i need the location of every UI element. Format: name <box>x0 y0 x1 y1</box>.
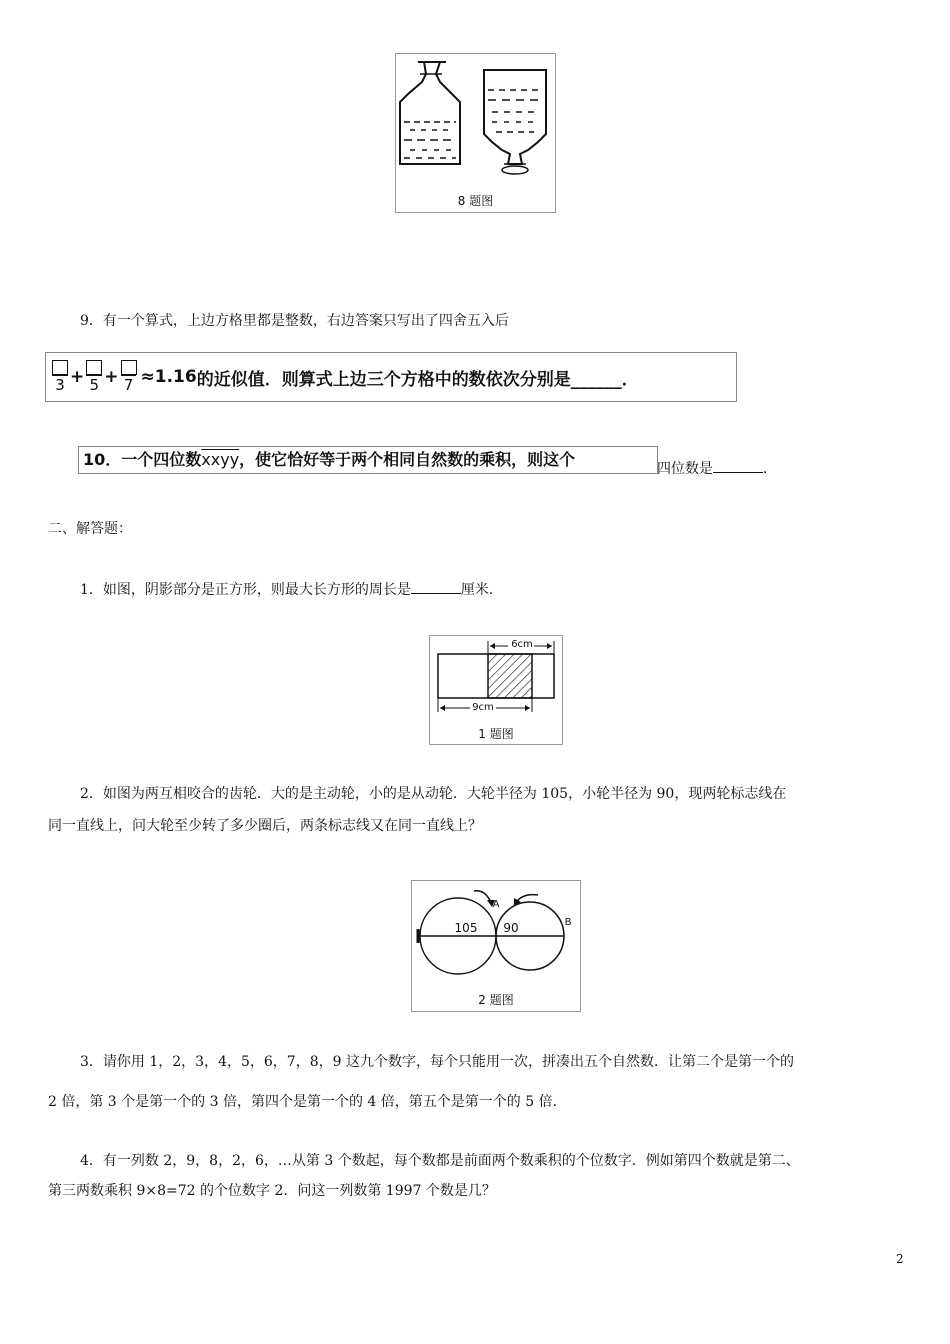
fraction-2 <box>86 360 102 394</box>
figure-1 <box>429 635 563 745</box>
problem-2-line-1: 2．如图为两互相咬合的齿轮．大的是主动轮，小的是从动轮．大轮半径为 105，小轮半径为 90，现两轮标志线在 <box>80 786 787 802</box>
empty-square-2 <box>86 360 102 375</box>
figure-8 <box>395 53 556 213</box>
answer-blank-10 <box>713 458 763 473</box>
problem-1-text <box>80 579 503 600</box>
small-gear-radius: 90 <box>503 921 519 935</box>
problem-1-before: 1．如图，阴影部分是正方形，则最大长方形的周长是 <box>80 582 411 598</box>
empty-square-1 <box>52 360 68 375</box>
question-10-prefix: 10．一个四位数 <box>83 450 202 469</box>
answer-blank-1 <box>411 579 461 594</box>
problem-3-line-2: 2 倍，第 3 个是第一个的 3 倍，第四个是第一个的 4 倍，第五个是第一个的 5 倍． <box>48 1094 567 1110</box>
section-2-title: 二、解答题： <box>48 521 132 537</box>
problem-4-line-2: 第三两数乘积 9×8=72 的个位数字 2．问这一列数第 1997 个数是几？ <box>48 1183 496 1199</box>
fraction-1 <box>52 360 68 394</box>
approx-value: ≈1.16 <box>140 367 197 387</box>
figure-1-bottom-label: 9cm <box>472 702 494 713</box>
plus-sign-1: + <box>70 367 85 387</box>
question-10-end: ． <box>763 461 777 477</box>
question-9-rest: 的近似值．则算式上边三个方格中的数依次分别是______． <box>196 369 639 390</box>
question-10-after: 四位数是 <box>657 461 713 477</box>
bottles-illustration <box>396 54 555 189</box>
problem-1-after: 厘米． <box>460 582 503 598</box>
plus-sign-2: + <box>104 367 119 387</box>
question-9-equation <box>45 352 737 402</box>
figure-2-caption: 2 题图 <box>478 993 514 1007</box>
mark-a: A <box>492 899 500 910</box>
figure-2 <box>411 880 581 1012</box>
empty-square-3 <box>121 360 137 375</box>
fraction-3 <box>121 360 137 394</box>
mark-b: B <box>564 917 572 928</box>
question-10-suffix: ，使它恰好等于两个相同自然数的乘积，则这个 <box>239 450 576 469</box>
figure-1-caption: 1 题图 <box>478 727 514 741</box>
question-10-tail <box>657 458 777 479</box>
overline-number: xxyy <box>201 450 240 469</box>
gears-diagram <box>412 881 580 989</box>
question-10-boxed <box>78 446 658 474</box>
problem-2-line-2: 同一直线上，问大轮至少转了多少圈后，两条标志线又在同一直线上？ <box>48 818 482 834</box>
denominator-2: 5 <box>86 375 102 394</box>
figure-1-top-label: 6cm <box>511 639 533 650</box>
problem-4-line-1: 4．有一列数 2，9，8，2，6，…从第 3 个数起，每个数都是前面两个数乘积的个位数字．例如第四个数就是第二、 <box>80 1153 800 1169</box>
page-number: 2 <box>896 1252 904 1266</box>
problem-3-line-1: 3．请你用 1，2，3，4，5，6，7，8，9 这九个数字，每个只能用一次，拼凑出五个自然数．让第二个是第一个的 <box>80 1054 794 1070</box>
denominator-1: 3 <box>52 375 68 394</box>
figure-8-caption: 8 题图 <box>457 194 494 208</box>
denominator-3: 7 <box>121 375 137 394</box>
question-9-text: 9．有一个算式，上边方格里都是整数，右边答案只写出了四舍五入后 <box>80 313 509 329</box>
big-gear-radius: 105 <box>454 921 478 935</box>
